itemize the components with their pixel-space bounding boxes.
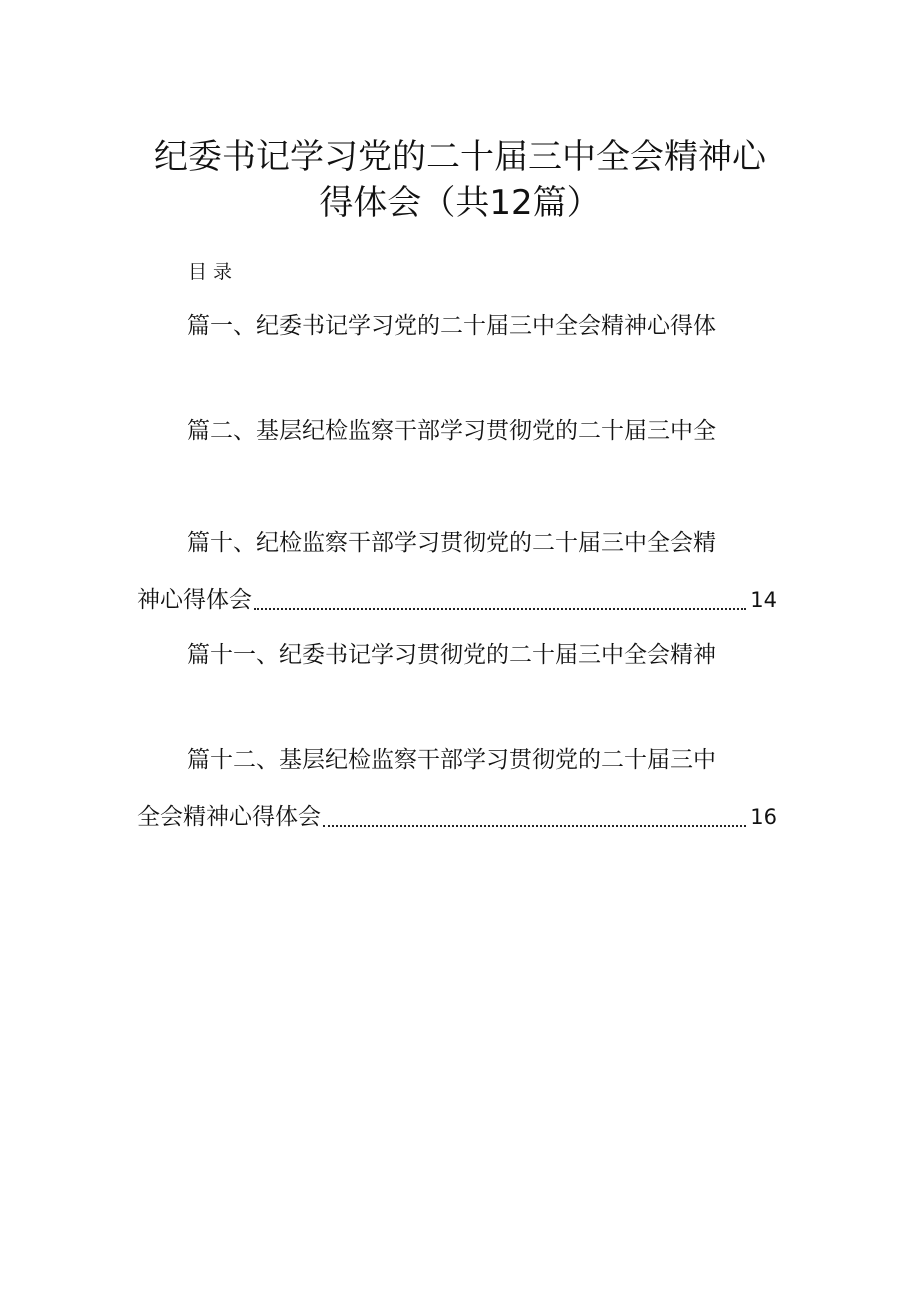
- document-title-line-2: 得体会（共12篇）: [319, 183, 601, 223]
- toc-entry-12-continuation[interactable]: [137, 801, 777, 833]
- toc-entry-10-page-number: 14: [750, 588, 777, 612]
- toc-entry-10-continuation[interactable]: [137, 584, 777, 616]
- toc-entry-10[interactable]: 篇十、纪检监察干部学习贯彻党的二十届三中全会精: [187, 530, 716, 556]
- toc-entry-12-page-number: 16: [750, 805, 777, 829]
- toc-entry-12-continuation-text: 全会精神心得体会: [137, 804, 321, 830]
- toc-entry-2[interactable]: 篇二、基层纪检监察干部学习贯彻党的二十届三中全: [187, 418, 716, 444]
- toc-entry-12[interactable]: 篇十二、基层纪检监察干部学习贯彻党的二十届三中: [187, 747, 716, 773]
- toc-entry-10-continuation-text: 神心得体会: [137, 587, 252, 613]
- document-title-line-1: 纪委书记学习党的二十届三中全会精神心: [154, 137, 766, 177]
- dot-leader: [254, 608, 746, 610]
- toc-entry-1[interactable]: 篇一、纪委书记学习党的二十届三中全会精神心得体: [187, 313, 716, 339]
- dot-leader: [323, 825, 746, 827]
- toc-heading: 目录: [188, 261, 239, 283]
- toc-entry-11[interactable]: 篇十一、纪委书记学习贯彻党的二十届三中全会精神: [187, 642, 716, 668]
